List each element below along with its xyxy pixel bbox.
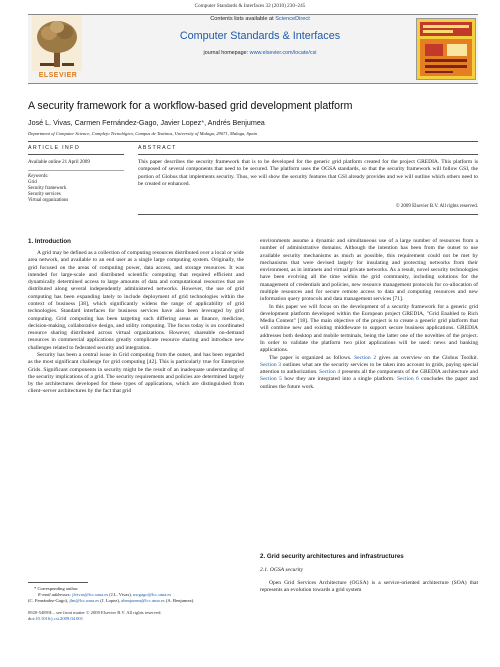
copyright: © 2009 Elsevier B.V. All rights reserved.	[395, 204, 478, 209]
contents-prefix: Contents lists available at	[210, 16, 276, 22]
divider	[28, 141, 478, 142]
right-column-body-ogsa	[260, 580, 478, 595]
journal-banner	[28, 14, 478, 84]
corresponding-author-mark[interactable]: *	[201, 118, 205, 127]
email-link[interactable]: abenjumea@lcc.uma.es	[121, 598, 165, 603]
text: presents all the components of the GREDIA architecture and	[340, 369, 478, 376]
abstract-text: This paper describes the security framework that is to be developed for the generic grid platform created for the project GREDIA. This platform is composed of several components that need to be secured. The platform uses the OGSA standards, so that the security framework will follow GSI, the portion of Globus that implements security. Thus, we will show the security features that GSI already provides and we will outline which others need to be created or enhanced.	[138, 159, 478, 187]
right-column-body	[260, 238, 478, 391]
affiliation: Department of Computer Science, Complejo Tecnológico, Campus de Teatinos, University of Malaga, 29071, Malaga, Spain	[28, 131, 258, 136]
homepage-prefix: journal homepage:	[203, 50, 250, 56]
email-owner: (C. Fernández-Gago),	[28, 598, 70, 603]
text: outlines what are the security services to be taken into account in grids, paying special attention to authorization.	[260, 361, 478, 376]
footnote-divider	[28, 582, 88, 583]
doi-link[interactable]: 10.1016/j.csi.2009.04.001	[35, 616, 84, 621]
authors-text: José L. Vivas, Carmen Fernández-Gago, Javier Lopez	[28, 118, 202, 127]
divider	[28, 154, 124, 155]
text: concludes the paper and outlines the future work.	[260, 376, 478, 390]
email-label: E-mail addresses:	[38, 592, 73, 597]
journal-citation: Computer Standards & Interfaces 32 (2010) 230–245	[194, 3, 306, 9]
paragraph: Open Grid Services Architecture (OGSA) is a service-oriented architecture (SOA) that represents an evolution towards a grid system	[260, 580, 478, 594]
available-online: Available online 21 April 2009	[28, 160, 90, 165]
sciencedirect-link[interactable]: ScienceDirect	[275, 16, 310, 22]
paragraph: A grid may be defined as a collection of computing resources distributed over a local or wide area network, and available to an end user as a single large computing system. Originally, the grid focused on the areas of computing power, data access, and storage resources. It was intended for large-scale and distributed scientific computing that required efficient and dynamically determined access to large amounts of data and computational resources that are distributed along several independently administered networks. However, the use of grid computing has been expanding lately to include deployment of grid technologies within the context of business [38], which significantly widens the range of applicability of grid technologies. Standard interfaces for business services have also been leveraged by grid computing. Grid computing has been targeting such differing areas as finance, medicine, decision-making, collaborative design, and utility computing. The focus today is on coordinated resource sharing distributed across virtual organizations. However, shareable on-demand resources in commercial applications greatly complicate resource sharing and introduce new challenges related to federated security and integration.	[28, 250, 244, 351]
contents-line	[110, 16, 410, 22]
paragraph: environments assume a dynamic and simultaneous use of a large number of resources from a number of administrative domains. Although the intention has been from the outset to use available security mechanisms as much as possible, this requirement could not be met by mechanisms that were devised largely for insulating and protecting networks from their environment, as in intranets and virtual private networks. As a result, novel security technologies have been evolving all the time within the grid community, including solutions for the management of credentials and policies, new resource management protocols for co-allocation of multiple resources and for secure remote access to data and computing resources and new information query protocols and data management services [71].	[260, 238, 478, 303]
homepage-url[interactable]: www.elsevier.com/locate/csi	[249, 50, 317, 56]
paragraph	[260, 355, 478, 391]
section-link[interactable]: Section 5	[260, 376, 282, 383]
paragraph: In this paper we will focus on the development of a security framework for a generic grid development platform developed within the European project GREDIA, "Grid Enabled to Rich Media Content" [18]. The main objective of the project is to create a generic grid platform that will combine new and existing middleware to support secure business applications. GREDIA addresses both desktop and mobile terminals, being the latter one of the novelties of the project. In order to validate the platform two pilot applications will be used: news and banking applications.	[260, 303, 478, 354]
abstract-heading: ABSTRACT	[138, 145, 177, 151]
subsection-heading-ogsa: 2.1. OGSA security	[260, 567, 304, 573]
paragraph: Security has been a central issue in Grid computing from the outset, and has been regarded as the most significant challenge for grid computing [42]. This is particularly true for Enterprise Grids. Significant components in security might be the result of an inadequate understanding of the security implications of a grid. The security requirements and policies are determined largely by the architectures developed for these types of applications, which are distinguished from client–server architectures by the fact that grid	[28, 351, 244, 395]
doi-label: doi:	[28, 616, 36, 621]
email-link[interactable]: jlm@lcc.uma.es	[69, 598, 100, 603]
text: The paper is organized as follows.	[269, 354, 355, 361]
text: gives an overview on the Globus Toolkit.	[376, 354, 478, 361]
section-link[interactable]: Section 6	[396, 376, 419, 383]
email-owner: (J. Lopez),	[99, 598, 122, 603]
footnote-mark: *	[34, 586, 37, 591]
section-link[interactable]: Section 3	[260, 361, 282, 368]
keyword: Security services	[28, 192, 61, 197]
section-link[interactable]: Section 2	[354, 354, 377, 361]
email-link[interactable]: mcgago@lcc.uma.es	[133, 592, 172, 597]
footnote-label: Corresponding author.	[37, 586, 79, 591]
keyword: Security framework	[28, 186, 67, 191]
issn-line: 0920-5489/$ – see front matter © 2009 Elsevier B.V. All rights reserved.	[28, 610, 162, 615]
keyword: Grid	[28, 180, 37, 185]
journal-cover-image	[416, 18, 476, 80]
keyword: Virtual organizations	[28, 198, 69, 203]
divider	[138, 154, 478, 155]
email-link[interactable]: jlvivas@lcc.uma.es	[72, 592, 109, 597]
elsevier-tree-logo	[32, 15, 82, 73]
issn-block	[28, 610, 248, 622]
section-heading-grid-security: 2. Grid security architectures and infrastructures	[260, 553, 404, 560]
keywords-block	[28, 174, 128, 204]
journal-title[interactable]: Computer Standards & Interfaces	[179, 30, 341, 42]
article-title: A security framework for a workflow-based grid development platform	[28, 100, 353, 112]
author-list	[28, 118, 478, 127]
email-owner: (J.L. Vivas),	[108, 592, 134, 597]
elsevier-wordmark: ELSEVIER	[38, 72, 78, 79]
left-column-body	[28, 250, 244, 396]
footnote	[28, 586, 248, 604]
section-heading-introduction: 1. Introduction	[28, 238, 71, 245]
email-owner: (A. Benjumea).	[164, 598, 195, 603]
last-author: , Andrés Benjumea	[204, 118, 265, 127]
article-info-heading: ARTICLE INFO	[28, 145, 80, 151]
section-link[interactable]: Section 4	[319, 369, 341, 376]
divider	[138, 214, 478, 215]
journal-homepage	[110, 50, 410, 56]
keywords-label: Keywords:	[28, 174, 49, 179]
divider	[28, 170, 124, 171]
text: how they are integrated into a single platform.	[281, 376, 397, 383]
